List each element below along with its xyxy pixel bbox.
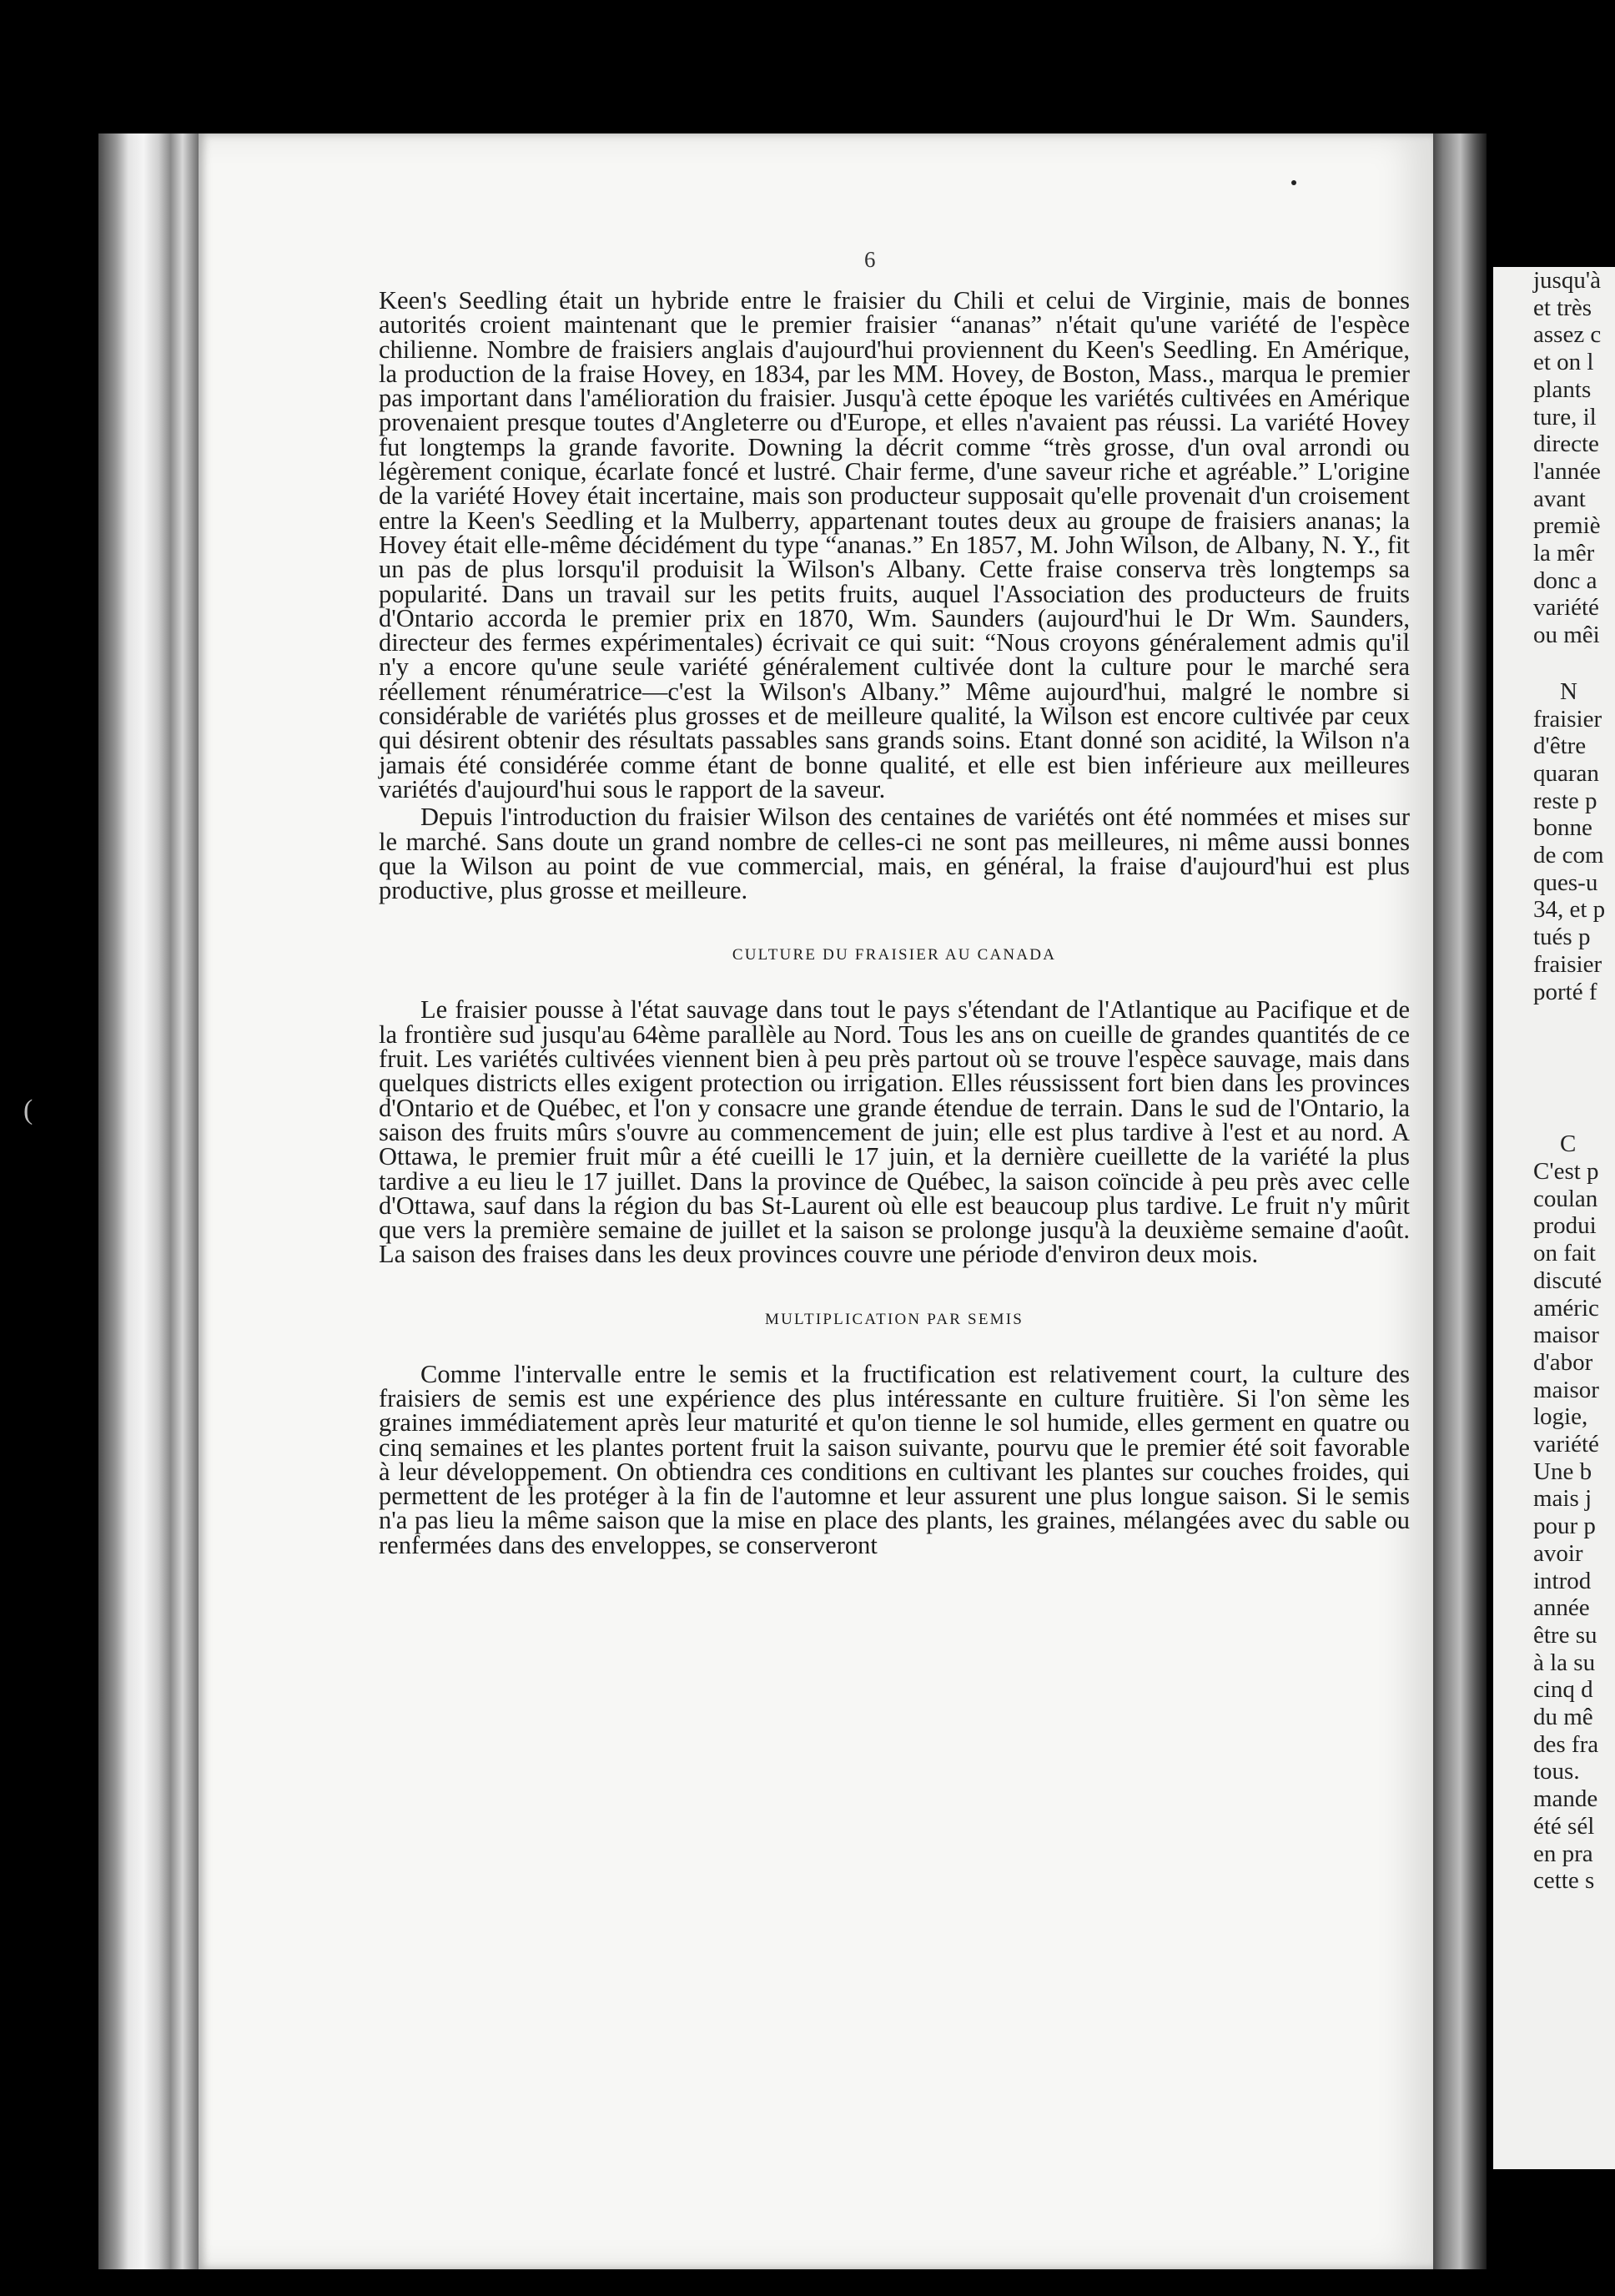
fragment-line: l'année [1533,457,1601,485]
fragment-line: du mê [1533,1704,1593,1731]
fragment-line: directe [1533,430,1599,458]
fragment-line: introd [1533,1567,1592,1594]
left-page-edges [98,133,199,2269]
fragment-line: d'être [1533,733,1587,760]
fragment-line: année [1533,1594,1590,1622]
fragment-block-c [1493,1158,1615,1895]
fragment-line: maisor [1533,1376,1599,1403]
adjacent-page-fragment [1493,267,1615,2169]
fragment-line: porté f [1533,978,1597,1005]
fragment-line: été sél [1533,1812,1595,1840]
fragment-line: assez c [1533,321,1602,349]
fragment-line: avoir [1533,1539,1583,1567]
fragment-line: C'est p [1533,1157,1599,1185]
fragment-line: coulan [1533,1185,1598,1212]
page-body [379,244,1410,1558]
binding-gutter [1428,133,1487,2269]
fragment-block-a [1493,267,1615,649]
fragment-line: cette s [1533,1867,1595,1895]
fragment-line: variété [1533,594,1599,622]
fragment-line: d'abor [1533,1348,1593,1376]
fragment-line: ture, il [1533,403,1597,430]
fragment-line: C [1560,1130,1577,1158]
fragment-line: quaran [1533,759,1599,787]
fragment-line: discuté [1533,1266,1602,1294]
ink-spot [1291,180,1296,185]
fragment-line: ou mêi [1533,622,1600,649]
fragment-line: variété [1533,1431,1599,1458]
fragment-line: avant [1533,485,1586,512]
fragment-line: à la su [1533,1649,1596,1676]
fragment-line: Une b [1533,1458,1592,1485]
fragment-line: bonne [1533,814,1592,842]
fragment-line: ques-u [1533,869,1598,896]
fragment-line: mais j [1533,1485,1592,1513]
section-heading: MULTIPLICATION PAR SEMIS [764,1310,1024,1328]
fragment-line: être su [1533,1621,1597,1649]
body-paragraph: Keen's Seedling était un hybride entre le fraisier du Chili et celui de Virginie, mais de bonnes autorités croient maintenant que le premier fraisier “ananas” n'était qu'une variété de l'espèce chilienne. Nombre de fraisiers anglais d'aujourd'hui proviennent du Keen's Seedling. En Amérique, la production de la fraise Hovey, en 1834, par les MM. Hovey, de Boston, Mass., marqua le premier pas important dans l'amélioration du fraisier. Jusqu'à cette époque les variétés cultivées en Amérique provenaient presque toutes d'Angleterre ou d'Europe, et elles n'avaient pas réussi. La variété Hovey fut longtemps la grande favorite. Downing la décrit comme “très grosse, d'un oval arrondi ou légèrement conique, écarlate foncé et lustré. Chair ferme, d'une saveur riche et agréable.” L'origine de la variété Hovey était incertaine, mais son producteur supposait qu'elle provenait d'un croisement entre la Keen's Seedling et la Mulberry, appartenant toutes deux au groupe de fraisiers ananas; la Hovey était elle-même décidément du type “ananas.” En 1857, M. John Wilson, de Albany, N. Y., fit un pas de plus lorsqu'il produisit la Wilson's Albany. Cette fraise conserva très longtemps sa popularité. Dans un travail sur les petits fruits, auquel l'Association des producteurs de fruits d'Ontario accorda le premier prix en 1870, Wm. Saunders (aujourd'hui le Dr Wm. Saunders, directeur des fermes expérimentales) écrivait ce qui suit: “Nous croyons généralement admis qu'il n'y a encore qu'une seule variété généralement cultivée dont la culture pour le marché sera réellement rénumératrice—c'est la Wilson's Albany.” Même aujourd'hui, malgré le nombre si considérable de variétés plus grosses et de meilleure qualité, la Wilson est encore cultivée par ceux qui désirent obtenir des résultats passables sans grands soins. Etant donné son acidité, la Wilson n'a jamais été considérée comme étant de bonne qualité, et elle est bien inférieure aux meilleures variétés d'aujourd'hui sous le rapport de la saveur. [379,286,1410,803]
body-paragraph: Comme l'intervalle entre le semis et la fructification est relativement court, la culture des fraisiers de semis est une expérience des plus intéressante en culture fruitière. Si l'on sème les graines immédiatement après leur maturité et qu'on tienne le sol humide, elles germent en quatre ou cinq semaines et les plantes portent fruit la saison suivante, pourvu que le premier été soit favorable à leur développement. On obtiendra ces conditions en cultivant les plantes sur couches froides, qui permettent de les protéger à la fin de l'automne et leur assurent une plus longue saison. Si le semis n'a pas lieu la même saison que la mise en place des plants, les graines, mélangées avec du sable ou renfermées dans des enveloppes, se conserveront [379,1359,1410,1559]
page-number: 6 [864,247,876,272]
body-paragraph: Depuis l'introduction du fraisier Wilson des centaines de variétés ont été nommées et mises sur le marché. Sans doute un grand nombre de celles-ci ne sont pas meilleures, ni même aussi bonnes que la Wilson au point de vue commercial, mais, en général, la fraise d'aujourd'hui est plus productive, plus grosse et meilleure. [379,803,1410,905]
fragment-line: reste p [1533,787,1597,814]
fragment-line: cinq d [1533,1676,1593,1704]
fragment-line: 34, et p [1533,896,1606,924]
fragment-line: fraisier [1533,705,1602,733]
fragment-line: on fait [1533,1240,1596,1267]
section-heading: CULTURE DU FRAISIER AU CANADA [732,946,1057,964]
fragment-line: logie, [1533,1403,1588,1431]
fragment-line: donc a [1533,566,1597,594]
fragment-line: de com [1533,842,1604,869]
fragment-line: produi [1533,1212,1597,1240]
fragment-line: des fra [1533,1730,1599,1758]
fragment-line: mande [1533,1785,1598,1813]
fragment-line: améric [1533,1294,1599,1322]
fragment-block-b [1493,706,1615,1006]
fragment-line: et très [1533,294,1592,321]
fragment-line: en pra [1533,1840,1593,1867]
fragment-line: pour p [1533,1513,1596,1540]
fragment-line: la mêr [1533,540,1595,567]
fragment-line: jusqu'à [1533,267,1601,294]
fragment-line: et on l [1533,349,1594,376]
body-paragraph: Le fraisier pousse à l'état sauvage dans tout le pays s'étendant de l'Atlantique au Pacifique et de la frontière sud jusqu'au 64ème parallèle au Nord. Tous les ans on cueille de grandes quantités de ce fruit. Les variétés cultivées viennent bien à peu près partout où se trouve l'espèce sauvage, mais dans quelques districts elles exigent protection ou irrigation. Elles réussissent fort bien dans les provinces d'Ontario et de Québec, et l'on y consacre une grande étendue de terrain. Dans le sud de l'Ontario, la saison des fruits mûrs s'ouvre au commencement de juin; elle est plus tardive à l'est et au nord. A Ottawa, le premier fruit mûr a été cueilli le 17 juin, et la dernière cueillette de la variété la plus tardive a eu lieu le 17 juillet. Dans la province de Québec, la saison coïncide à peu près avec celle d'Ottawa, sauf dans la région du bas St-Laurent où elle est beaucoup plus tardive. Le fruit n'y mûrit que vers la première semaine de juillet et la saison se prolonge jusqu'à la deuxième semaine d'août. La saison des fraises dans les deux provinces couvre une période d'environ deux mois. [379,995,1410,1269]
margin-scan-mark: ( [23,1095,33,1125]
fragment-line: tués p [1533,924,1591,951]
fragment-line: N [1560,677,1577,705]
fragment-line: tous. [1533,1758,1580,1785]
fragment-line: fraisier [1533,950,1602,978]
fragment-line: maisor [1533,1322,1599,1349]
fragment-line: plants [1533,375,1592,403]
fragment-line: premiè [1533,512,1601,540]
